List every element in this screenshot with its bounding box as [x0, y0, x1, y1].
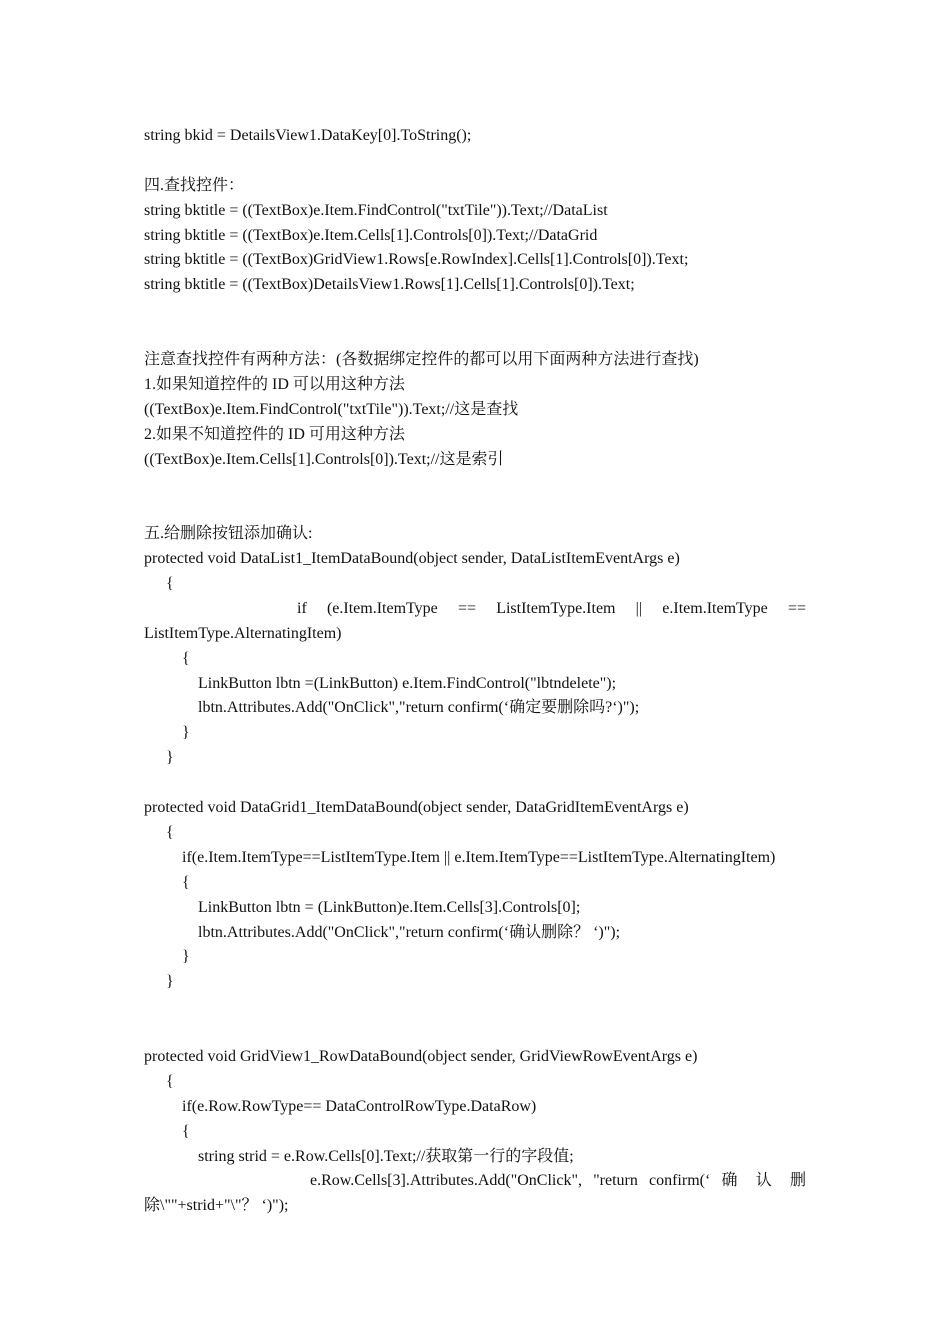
text-line: 五.给删除按钮添加确认: [144, 525, 313, 543]
text-line: string bkid = DetailsView1.DataKey[0].ToString(); [144, 127, 472, 144]
document-body [144, 124, 806, 1219]
blank-line [144, 995, 806, 1020]
text-line: } [182, 948, 190, 966]
text-line: if (e.Item.ItemType == ListItemType.Item || e.Item.ItemType == [297, 599, 806, 617]
text-line: string strid = e.Row.Cells[0].Text;//获取第一行的字段值; [198, 1147, 574, 1165]
text-line: } [166, 749, 174, 767]
text-line: string bktitle = ((TextBox)DetailsView1.Rows[1].Cells[1].Controls[0]).Text; [144, 276, 635, 294]
text-line: e.Row.Cells[3].Attributes.Add("OnClick", "return confirm(‘ 确 认 删 [310, 1172, 806, 1190]
text-line: lbtn.Attributes.Add("OnClick","return confirm(‘确定要删除吗?‘)"); [198, 699, 640, 717]
text-line: ((TextBox)e.Item.Cells[1].Controls[0]).Text;//这是索引 [144, 450, 504, 468]
text-line: { [166, 823, 174, 841]
text-line: protected void DataList1_ItemDataBound(object sender, DataListItemEventArgs e) [144, 550, 680, 568]
text-line: { [166, 1072, 174, 1090]
text-line: string bktitle = ((TextBox)GridView1.Rows[e.RowIndex].Cells[1].Controls[0]).Text; [144, 251, 689, 269]
text-line: ((TextBox)e.Item.FindControl("txtTile")).Text;//这是查找 [144, 400, 519, 418]
text-line: { [182, 873, 190, 891]
text-line: if(e.Item.ItemType==ListItemType.Item || e.Item.ItemType==ListItemType.AlternatingItem) [182, 848, 776, 866]
text-line: } [166, 973, 174, 991]
text-line: LinkButton lbtn = (LinkButton)e.Item.Cells[3].Controls[0]; [198, 898, 581, 916]
text-line: 注意查找控件有两种方法：(各数据绑定控件的都可以用下面两种方法进行查找) [144, 351, 699, 369]
text-line: string bktitle = ((TextBox)e.Item.Cells[1].Controls[0]).Text;//DataGrid [144, 226, 598, 244]
text-line: { [182, 649, 190, 667]
text-line: 1.如果知道控件的 ID 可以用这种方法 [144, 375, 405, 393]
text-line: 除\""+strid+"\"？ ‘)"); [144, 1197, 289, 1215]
text-line: { [166, 575, 174, 593]
text-line: ListItemType.AlternatingItem) [144, 624, 342, 642]
blank-line [144, 298, 806, 323]
text-line: LinkButton lbtn =(LinkButton) e.Item.FindControl("lbtndelete"); [198, 674, 617, 692]
blank-line [144, 771, 806, 796]
blank-line [144, 1020, 806, 1045]
blank-line [144, 472, 806, 497]
text-line: 2.如果不知道控件的 ID 可用这种方法 [144, 425, 405, 443]
text-line: lbtn.Attributes.Add("OnClick","return confirm(‘确认删除？ ‘)"); [198, 923, 621, 941]
blank-line [144, 497, 806, 522]
text-line: if(e.Row.RowType== DataControlRowType.DataRow) [182, 1097, 537, 1115]
blank-line [144, 323, 806, 348]
text-line: { [182, 1122, 190, 1140]
text-line: } [182, 724, 190, 742]
text-line: protected void DataGrid1_ItemDataBound(object sender, DataGridItemEventArgs e) [144, 799, 689, 817]
text-line: 四.查找控件： [144, 176, 245, 194]
text-line: string bktitle = ((TextBox)e.Item.FindControl("txtTile")).Text;//DataList [144, 201, 608, 219]
text-line: protected void GridView1_RowDataBound(object sender, GridViewRowEventArgs e) [144, 1047, 698, 1065]
blank-line [144, 149, 806, 174]
